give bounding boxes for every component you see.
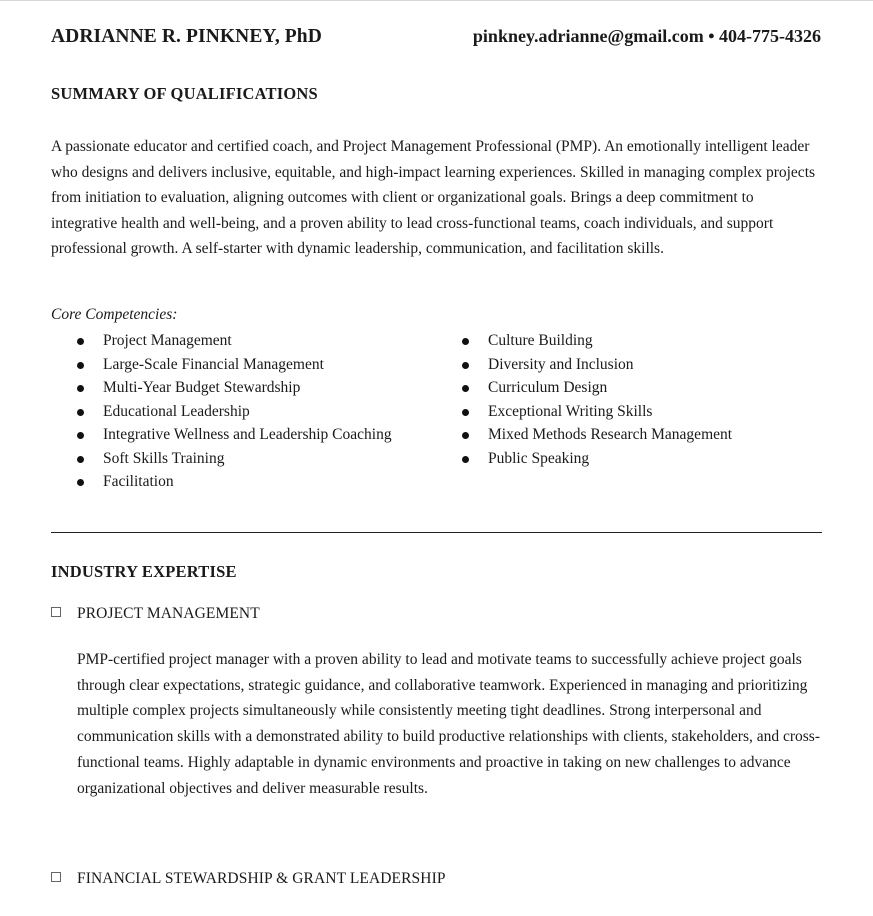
subheading-label: FINANCIAL STEWARDSHIP & GRANT LEADERSHIP (77, 870, 446, 887)
list-item: Mixed Methods Research Management (462, 424, 732, 448)
core-competencies-label: Core Competencies: (51, 306, 178, 323)
competencies-list-right (462, 330, 732, 471)
bullet-icon (77, 456, 84, 463)
candidate-name: ADRIANNE R. PINKNEY, PhD (51, 26, 322, 47)
resume-header (51, 26, 821, 52)
checkbox-icon (51, 607, 61, 617)
bullet-icon (462, 432, 469, 439)
bullet-icon (462, 362, 469, 369)
bullet-icon (462, 338, 469, 345)
list-item: Exceptional Writing Skills (462, 401, 732, 425)
bullet-icon (462, 456, 469, 463)
section-divider (51, 532, 822, 533)
competencies-list-left (77, 330, 392, 495)
list-item: Facilitation (77, 471, 392, 495)
bullet-icon (77, 338, 84, 345)
contact-info: pinkney.adrianne@gmail.com • 404-775-4326 (472, 26, 821, 46)
top-border (0, 0, 873, 1)
list-item: Educational Leadership (77, 401, 392, 425)
list-item: Curriculum Design (462, 377, 732, 401)
checkbox-icon (51, 872, 61, 882)
bullet-icon (77, 479, 84, 486)
industry-expertise-heading: INDUSTRY EXPERTISE (51, 562, 237, 581)
expertise-subheading-project-management (51, 605, 260, 623)
list-item: Soft Skills Training (77, 448, 392, 472)
list-item: Integrative Wellness and Leadership Coaching (77, 424, 392, 448)
summary-paragraph: A passionate educator and certified coach, and Project Management Professional (PMP). An emotionally intelligent leader who designs and delivers inclusive, equitable, and high-impact learning experiences. Skilled in managing complex projects from initiation to evaluation, aligning outcomes with client or organizational goals. Brings a deep commitment to integrative health and well-being, and a proven ability to lead cross-functional teams, coach individuals, and support professional growth. A self-starter with dynamic leadership, communication, and facilitation skills. (51, 138, 816, 258)
summary-heading: SUMMARY OF QUALIFICATIONS (51, 84, 318, 103)
bullet-icon (77, 432, 84, 439)
list-item: Multi-Year Budget Stewardship (77, 377, 392, 401)
bullet-icon (77, 362, 84, 369)
bullet-icon (77, 385, 84, 392)
list-item: Large-Scale Financial Management (77, 354, 392, 378)
list-item: Project Management (77, 330, 392, 354)
list-item: Public Speaking (462, 448, 732, 472)
expertise-subheading-financial-stewardship (51, 870, 446, 888)
bullet-icon (77, 409, 84, 416)
list-item: Culture Building (462, 330, 732, 354)
subheading-label: PROJECT MANAGEMENT (77, 605, 260, 622)
project-management-paragraph: PMP-certified project manager with a proven ability to lead and motivate teams to successfully achieve project goals through clear expectations, strategic guidance, and collaborative teamwork. Experienced in managing and prioritizing multiple complex projects simultaneously while consistently meeting tight deadlines. Strong interpersonal and communication skills with a demonstrated ability to build productive relationships with clients, stakeholders, and cross-functional teams. Highly adaptable in dynamic environments and proactive in taking on new challenges to advance organizational objectives and deliver measurable results. (77, 651, 821, 797)
bullet-icon (462, 409, 469, 416)
bullet-icon (462, 385, 469, 392)
list-item: Diversity and Inclusion (462, 354, 732, 378)
